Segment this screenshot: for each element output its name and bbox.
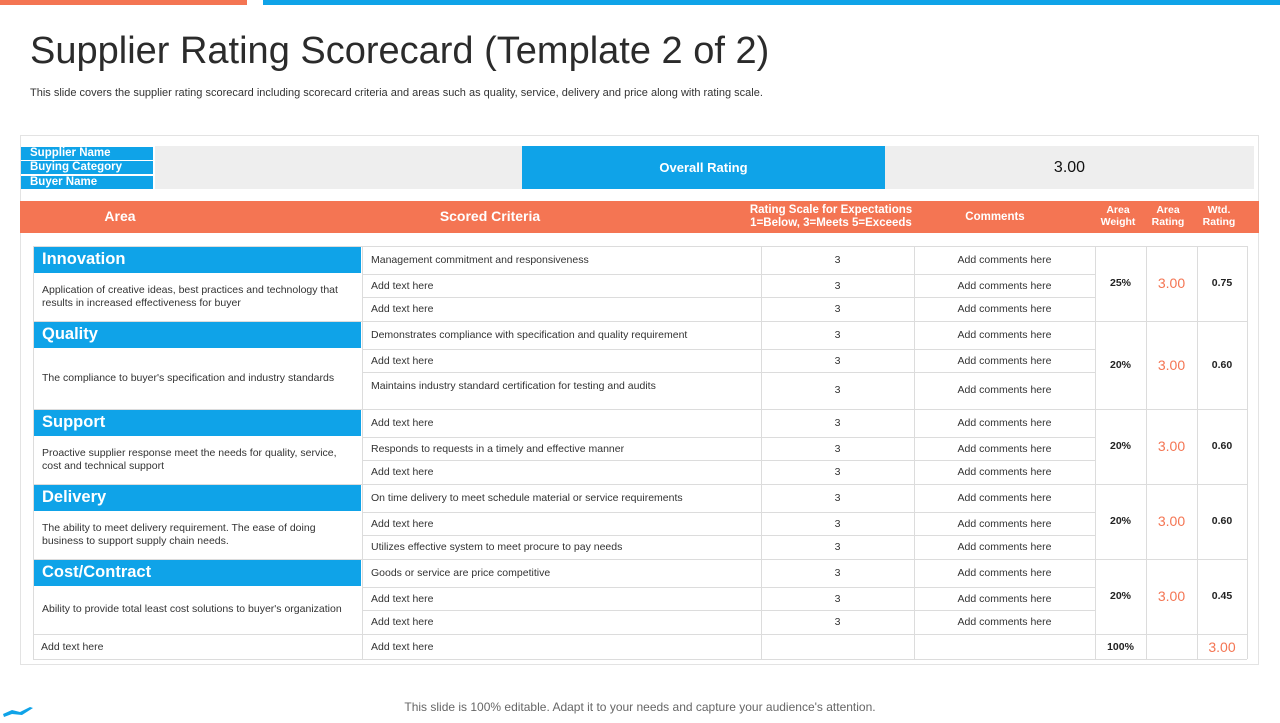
weighted-rating: 0.60 <box>1211 515 1233 527</box>
grid-line <box>33 409 1247 410</box>
rating-score[interactable]: 3 <box>834 254 841 266</box>
area-title: Cost/Contract <box>33 559 361 586</box>
overall-rating-value: 3.00 <box>885 146 1254 189</box>
comment-cell[interactable]: Add comments here <box>957 592 1052 605</box>
comment-cell[interactable]: Add comments here <box>957 279 1052 292</box>
grid-line <box>362 512 1095 513</box>
area-description: The compliance to buyer's specification and industry standards <box>42 371 335 384</box>
total-weighted-rating: 3.00 <box>1208 638 1236 655</box>
area-title: Support <box>33 409 361 436</box>
criteria-text[interactable]: Add text here <box>371 465 434 478</box>
grid-line <box>362 437 1095 438</box>
area-description: Application of creative ideas, best practices and technology that results in increased effectiveness for buyer <box>42 283 338 309</box>
criteria-text[interactable]: Goods or service are price competitive <box>371 567 551 579</box>
table-header <box>20 201 1259 233</box>
criteria-text[interactable]: Utilizes effective system to meet procure to pay needs <box>371 540 623 553</box>
comment-cell[interactable]: Add comments here <box>957 329 1052 341</box>
grid-line <box>362 372 1095 373</box>
rating-score[interactable]: 3 <box>834 540 841 553</box>
buying-category-label: Buying Category <box>21 161 153 174</box>
comment-cell[interactable]: Add comments here <box>957 540 1052 553</box>
comment-cell[interactable]: Add comments here <box>957 354 1052 367</box>
supplier-name-label: Supplier Name <box>21 147 153 160</box>
area-description: The ability to meet delivery requirement. The ease of doing business to support supply chain needs. <box>42 521 316 547</box>
area-weight: 20% <box>1109 358 1131 371</box>
comment-cell[interactable]: Add comments here <box>957 492 1052 504</box>
area-rating: 3.00 <box>1157 438 1186 454</box>
comment-cell[interactable]: Add comments here <box>957 417 1052 429</box>
header-scored-criteria: Scored Criteria <box>439 208 541 225</box>
grid-line <box>362 587 1095 588</box>
grid-line <box>362 246 363 659</box>
header-area-weight: Area Weight <box>1100 204 1136 228</box>
total-criteria-text[interactable]: Add text here <box>371 640 434 653</box>
weighted-rating: 0.60 <box>1211 358 1233 371</box>
grid-line <box>362 297 1095 298</box>
criteria-text[interactable]: Responds to requests in a timely and effective manner <box>371 442 625 455</box>
grid-line <box>362 274 1095 275</box>
header-wtd-rating: Wtd. Rating <box>1202 204 1236 228</box>
top-accent-orange <box>0 0 247 5</box>
buyer-name-label: Buyer Name <box>21 176 153 189</box>
criteria-text[interactable]: On time delivery to meet schedule material or service requirements <box>371 492 683 504</box>
header-area: Area <box>104 208 136 225</box>
supplier-info-field[interactable] <box>155 146 522 189</box>
area-weight: 20% <box>1109 515 1131 527</box>
grid-line <box>914 246 915 659</box>
criteria-text[interactable]: Add text here <box>371 417 434 429</box>
total-area-text[interactable]: Add text here <box>41 640 104 653</box>
grid-line <box>1146 246 1147 659</box>
rating-score[interactable]: 3 <box>834 465 841 478</box>
grid-line <box>33 246 1247 247</box>
area-rating: 3.00 <box>1157 588 1186 604</box>
page-subtitle: This slide covers the supplier rating scorecard including scorecard criteria and areas such as quality, service, delivery and price along with rating scale. <box>30 87 763 99</box>
grid-line <box>362 460 1095 461</box>
rating-score[interactable]: 3 <box>834 517 841 530</box>
overall-rating-label: Overall Rating <box>522 146 885 189</box>
page-title: Supplier Rating Scorecard (Template 2 of 2) <box>30 30 770 72</box>
rating-score[interactable]: 3 <box>834 329 841 341</box>
area-title: Innovation <box>33 246 361 273</box>
criteria-text[interactable]: Maintains industry standard certification for testing and audits <box>371 380 656 392</box>
area-weight: 20% <box>1109 590 1131 602</box>
area-weight: 25% <box>1109 277 1131 289</box>
weighted-rating: 0.75 <box>1211 277 1233 289</box>
area-rating: 3.00 <box>1157 275 1186 291</box>
criteria-text[interactable]: Demonstrates compliance with specification and quality requirement <box>371 329 688 341</box>
rating-score[interactable]: 3 <box>834 592 841 605</box>
top-accent-blue <box>263 0 1280 5</box>
grid-line <box>33 659 1247 660</box>
criteria-text[interactable]: Add text here <box>371 354 434 367</box>
handshake-icon <box>2 704 34 723</box>
grid-line <box>33 559 1247 560</box>
area-rating: 3.00 <box>1157 513 1186 529</box>
total-weight: 100% <box>1107 640 1134 653</box>
comment-cell[interactable]: Add comments here <box>957 302 1052 315</box>
criteria-text[interactable]: Management commitment and responsiveness <box>371 254 589 266</box>
grid-line <box>362 349 1095 350</box>
rating-score[interactable]: 3 <box>834 567 841 579</box>
criteria-text[interactable]: Add text here <box>371 279 434 292</box>
grid-line <box>1095 246 1096 659</box>
criteria-text[interactable]: Add text here <box>371 302 434 315</box>
comment-cell[interactable]: Add comments here <box>957 442 1052 455</box>
rating-score[interactable]: 3 <box>834 384 841 396</box>
area-title: Delivery <box>33 484 361 511</box>
grid-line <box>1197 246 1198 659</box>
header-rating-scale: Rating Scale for Expectations 1=Below, 3=Meets 5=Exceeds <box>749 204 913 229</box>
weighted-rating: 0.60 <box>1211 440 1233 452</box>
area-description: Proactive supplier response meet the needs for quality, service, cost and technical support <box>42 446 337 472</box>
header-comments: Comments <box>965 210 1025 223</box>
criteria-text[interactable]: Add text here <box>371 592 434 605</box>
rating-score[interactable]: 3 <box>834 302 841 315</box>
grid-line <box>33 484 1247 485</box>
comment-cell[interactable]: Add comments here <box>957 254 1052 266</box>
rating-score[interactable]: 3 <box>834 417 841 429</box>
comment-cell[interactable]: Add comments here <box>957 615 1052 628</box>
area-rating: 3.00 <box>1157 356 1186 373</box>
rating-score[interactable]: 3 <box>834 279 841 292</box>
comment-cell[interactable]: Add comments here <box>957 567 1052 579</box>
comment-cell[interactable]: Add comments here <box>957 517 1052 530</box>
grid-line <box>761 246 762 659</box>
area-description: Ability to provide total least cost solutions to buyer's organization <box>42 603 342 615</box>
comment-cell[interactable]: Add comments here <box>957 465 1052 478</box>
header-area-rating: Area Rating <box>1151 204 1185 228</box>
area-weight: 20% <box>1109 440 1131 452</box>
criteria-text[interactable]: Add text here <box>371 615 434 628</box>
rating-score[interactable]: 3 <box>834 492 841 504</box>
comment-cell[interactable]: Add comments here <box>957 384 1052 396</box>
grid-line <box>33 321 1247 322</box>
grid-line <box>33 246 34 659</box>
rating-score[interactable]: 3 <box>834 615 841 628</box>
criteria-text[interactable]: Add text here <box>371 517 434 530</box>
footer-note: This slide is 100% editable. Adapt it to your needs and capture your audience's attention. <box>404 700 876 714</box>
weighted-rating: 0.45 <box>1211 590 1233 602</box>
rating-score[interactable]: 3 <box>834 442 841 455</box>
area-title: Quality <box>33 321 361 348</box>
grid-line <box>362 610 1095 611</box>
rating-score[interactable]: 3 <box>834 354 841 367</box>
grid-line <box>362 535 1095 536</box>
grid-line <box>1247 246 1248 659</box>
